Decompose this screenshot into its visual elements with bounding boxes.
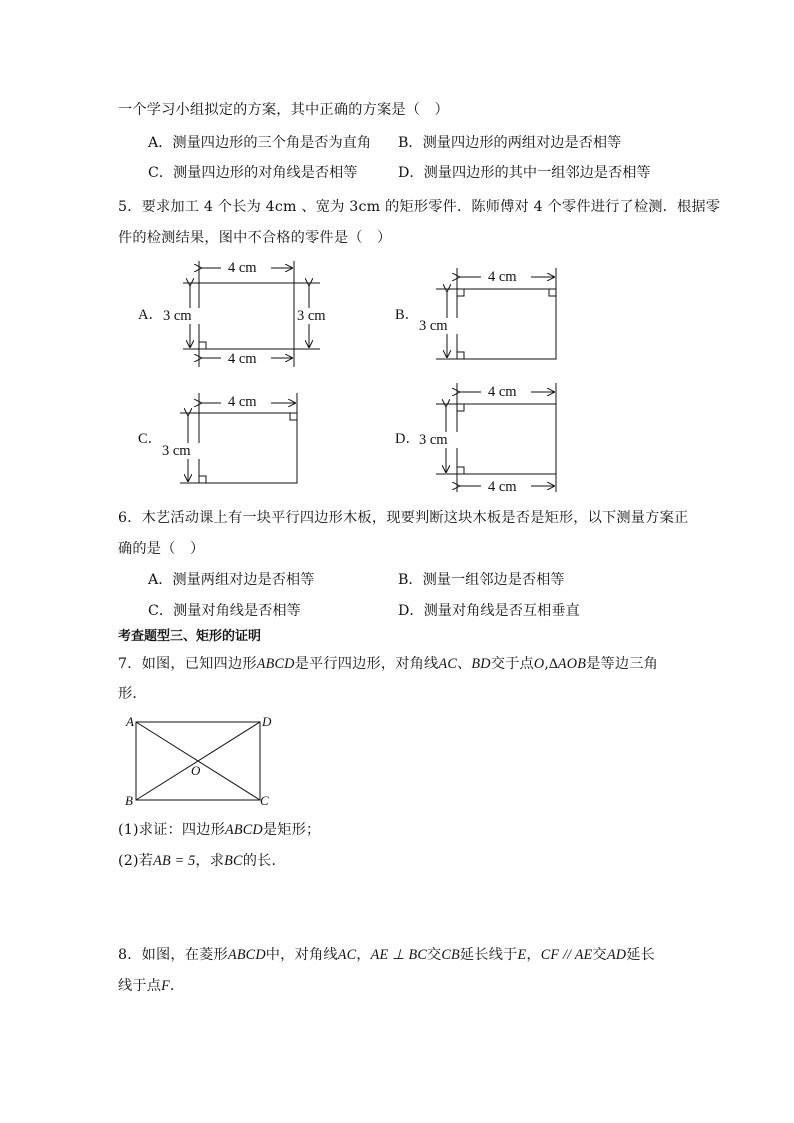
vertex-d: D: [262, 714, 272, 729]
q4-option-c: C．测量四边形的对角线是否相等: [148, 165, 358, 181]
figure-a-label: A．: [138, 307, 163, 323]
vertex-a: A: [126, 714, 134, 729]
q4-option-b: B．测量四边形的两组对边是否相等: [398, 135, 622, 151]
q6-stem-line1: 6．木艺活动课上有一块平行四边形木板，现要判断这块木板是否是矩形，以下测量方案正: [118, 510, 689, 526]
vertex-b: B: [125, 793, 133, 808]
figure-a-bottom-dim: 4 cm: [228, 351, 257, 367]
q6-option-c: C．测量对角线是否相等: [148, 603, 301, 619]
q7-stem-line1: 7．如图，已知四边形ABCD是平行四边形，对角线AC、BD交于点O,∆AOB是等边三角: [118, 656, 659, 672]
figure-d-top-dim: 4 cm: [488, 384, 517, 400]
figure-c-top-dim: 4 cm: [228, 394, 257, 410]
q6-option-d: D．测量对角线是否互相垂直: [398, 603, 580, 619]
figure-b-top-dim: 4 cm: [488, 269, 517, 285]
figure-d-bottom-dim: 4 cm: [488, 479, 517, 495]
q4-option-a: A．测量四边形的三个角是否为直角: [148, 135, 372, 151]
q8-stem-line1: 8．如图，在菱形ABCD中，对角线AC，AE ⊥ BC交CB延长线于E，CF // AE交AD延长: [118, 947, 656, 963]
q7-part1: (1)求证：四边形ABCD是矩形；: [118, 822, 321, 838]
q6-stem-line2: 确的是（ ）: [118, 541, 205, 557]
figure-b-label: B．: [395, 307, 420, 323]
q5-figures: [0, 0, 794, 500]
vertex-c: C: [260, 793, 269, 808]
figure-d-left-dim: 3 cm: [419, 432, 448, 448]
q5-stem-line2: 件的检测结果，图中不合格的零件是（ ）: [118, 230, 392, 246]
section-heading: 考查题型三、矩形的证明: [118, 629, 262, 644]
vertex-o: O: [191, 763, 201, 778]
q7-stem-line2: 形．: [118, 686, 147, 702]
q5-stem-line1: 5．要求加工 4 个长为 4cm 、宽为 3cm 的矩形零件．陈师傅对 4 个零件进行了检测．根据零: [118, 199, 721, 215]
figure-d-label: D．: [395, 431, 420, 447]
q8-stem-line2: 线于点F．: [118, 978, 185, 994]
figure-b-left-dim: 3 cm: [419, 318, 448, 334]
q4-stem: 一个学习小组拟定的方案，其中正确的方案是（ ）: [118, 102, 449, 118]
q7-rectangle-figure: [110, 708, 290, 813]
figure-a-left-dim: 3 cm: [163, 308, 192, 324]
q6-option-b: B．测量一组邻边是否相等: [398, 572, 565, 588]
q7-part2: (2)若AB = 5，求BC的长．: [118, 853, 286, 869]
figure-a-top-dim: 4 cm: [228, 260, 257, 276]
q4-option-d: D．测量四边形的其中一组邻边是否相等: [398, 165, 651, 181]
q6-option-a: A．测量两组对边是否相等: [148, 572, 315, 588]
figure-c-left-dim: 3 cm: [162, 443, 191, 459]
figure-a-right-dim: 3 cm: [297, 308, 326, 324]
figure-c-label: C．: [138, 431, 163, 447]
